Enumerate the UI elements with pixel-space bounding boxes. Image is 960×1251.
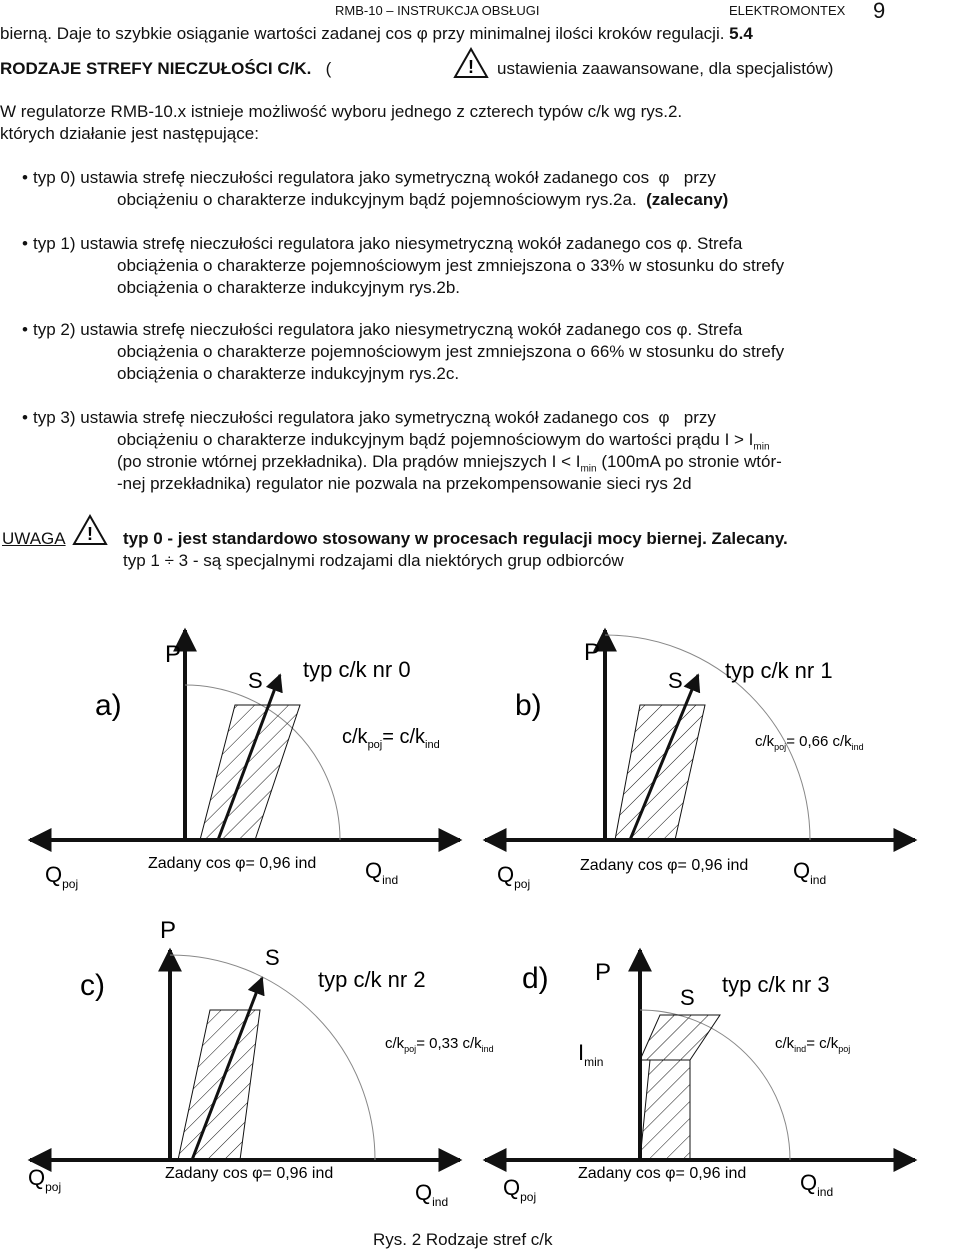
imin-label: $I_{min}$ (578, 1040, 604, 1069)
qpoj-label: $Q_{poj}$ (45, 862, 79, 891)
type2-line3: obciążenia o charakterze indukcyjnym rys.2c. (117, 364, 460, 383)
label-a: a) (95, 689, 122, 722)
qind-label: $Q_{ind}$ (365, 858, 399, 887)
deadband-diagrams (0, 620, 960, 1220)
svg-text:!: ! (87, 524, 93, 544)
setpoint-b: Zadany cos φ= 0,96 ind (580, 857, 749, 874)
title-b: typ c/k nr 1 (725, 658, 833, 683)
ratio-a: $c/k_{poj}= c/k_{ind}$ (342, 726, 440, 751)
qind-label: $Q_{ind}$ (793, 858, 827, 887)
warning-icon (72, 514, 108, 546)
type2-line1: • typ 2) ustawia strefę nieczułości regulatora jako niesymetryczną wokół zadanego cos φ. Strefa (33, 320, 742, 340)
s-label: S (248, 668, 263, 693)
deadband-zone (615, 705, 705, 840)
qpoj-label: $Q_{poj}$ (503, 1175, 537, 1204)
svg-text:!: ! (468, 57, 474, 77)
type3-line2: obciążeniu o charakterze indukcyjnym bądź pojemnościowym do wartości prądu $I > I_{min}$ (117, 430, 770, 453)
setpoint-a: Zadany cos φ= 0,96 ind (148, 855, 317, 872)
label-c: c) (80, 969, 105, 1002)
qind-label: $Q_{ind}$ (800, 1170, 834, 1199)
header-title: RMB-10 – INSTRUKCJA OBSŁUGI (335, 3, 540, 18)
s-label: S (265, 945, 280, 970)
qpoj-label: $Q_{poj}$ (28, 1165, 62, 1194)
p-label: P (165, 641, 182, 668)
section-note: ustawienia zaawansowane, dla specjalistów) (497, 59, 834, 78)
intro-line: bierną. Daje to szybkie osiąganie wartości zadanej cos φ przy minimalnej ilości kroków regulacji. 5.4 (0, 24, 753, 43)
ratio-c: $c/k_{poj}= 0,33$ $c/k_{ind}$ (385, 1035, 494, 1054)
ratio-b: $c/k_{poj}= 0,66$ $c/k_{ind}$ (755, 733, 864, 752)
s-label: S (680, 985, 695, 1010)
setpoint-d: Zadany cos φ= 0,96 ind (578, 1165, 747, 1182)
diagram-d (485, 950, 915, 1160)
title-c: typ c/k nr 2 (318, 967, 426, 992)
p-label: P (584, 639, 601, 666)
deadband-zone-upper (640, 1015, 720, 1060)
para-line2: których działanie jest następujące: (0, 124, 259, 143)
type1-line1: • typ 1) ustawia strefę nieczułości regulatora jako niesymetryczną wokół zadanego cos φ. Strefa (33, 234, 742, 254)
warning-label: UWAGA (2, 529, 66, 548)
type0-line2: obciążeniu o charakterze indukcyjnym bądź pojemnościowym rys.2a. (zalecany) (117, 190, 729, 209)
warning-line2: typ 1 ÷ 3 - są specjalnymi rodzajami dla niektórych grup odbiorców (123, 551, 624, 570)
figure-caption: Rys. 2 Rodzaje stref c/k (373, 1230, 553, 1249)
type3-line3: (po stronie wtórnej przekładnika). Dla prądów mniejszych $I < I_{min}$ (100mA po stronie wtór- (117, 452, 782, 475)
type3-line4: -nej przekładnika) regulator nie pozwala na przekompensowanie sieci rys 2d (117, 474, 692, 493)
type1-line2: obciążenia o charakterze pojemnościowym jest zmniejszona o 33% w stosunku do strefy (117, 256, 785, 275)
label-d: d) (522, 962, 549, 995)
type2-line2: obciążenia o charakterze pojemnościowym jest zmniejszona o 66% w stosunku do strefy (117, 342, 785, 361)
s-label: S (668, 668, 683, 693)
setpoint-c: Zadany cos φ= 0,96 ind (165, 1165, 334, 1182)
type1-line3: obciążenia o charakterze indukcyjnym rys.2b. (117, 278, 460, 297)
ratio-d: $c/k_{ind}= c/k_{poj}$ (775, 1035, 851, 1054)
deadband-zone (640, 1060, 690, 1160)
warning-icon (453, 47, 489, 79)
header-company: ELEKTROMONTEX (729, 3, 846, 18)
deadband-zone (178, 1010, 260, 1160)
title-d: typ c/k nr 3 (722, 972, 830, 997)
title-a: typ c/k nr 0 (303, 657, 411, 682)
type3-line1: • typ 3) ustawia strefę nieczułości regulatora jako symetryczną wokół zadanego cos φ przy (33, 408, 716, 428)
p-label: P (160, 917, 177, 944)
qpoj-label: $Q_{poj}$ (497, 862, 531, 891)
label-b: b) (515, 689, 542, 722)
type0-line1: • typ 0) ustawia strefę nieczułości regulatora jako symetryczną wokół zadanego cos φ przy (33, 168, 716, 188)
section-title: RODZAJE STREFY NIECZUŁOŚCI C/K. ( (0, 59, 332, 78)
warning-line1: typ 0 - jest standardowo stosowany w procesach regulacji mocy biernej. Zalecany. (123, 529, 788, 548)
p-label: P (595, 959, 612, 986)
deadband-zone (200, 705, 300, 840)
qind-label: $Q_{ind}$ (415, 1180, 449, 1209)
para-line1: W regulatorze RMB-10.x istnieje możliwość wyboru jednego z czterech typów c/k wg rys.2. (0, 102, 683, 121)
page-number: 9 (873, 0, 886, 23)
